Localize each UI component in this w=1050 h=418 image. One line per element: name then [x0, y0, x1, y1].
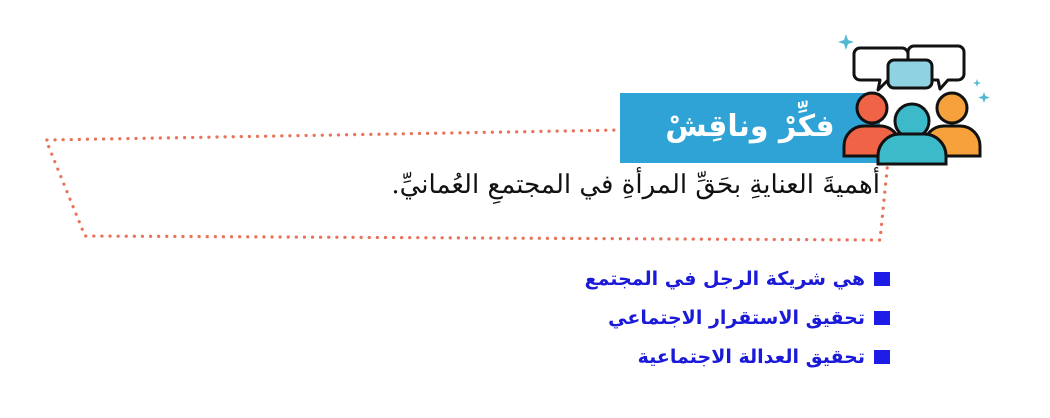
answers-list — [400, 264, 890, 381]
answer-text: تحقيق العدالة الاجتماعية — [637, 346, 865, 368]
banner-title: فكِّرْ وناقِشْ — [665, 109, 835, 144]
answer-text: هي شريكة الرجل في المجتمع — [584, 268, 865, 290]
people-discussion-icon — [836, 26, 1036, 166]
square-bullet-icon — [874, 311, 890, 325]
answer-text: تحقيق الاستقرار الاجتماعي — [608, 307, 865, 329]
list-item — [400, 342, 890, 372]
discussion-question: أهميةَ العنايةِ بحَقِّ المرأةِ في المجتمعِ العُمانيِّ. — [391, 170, 880, 200]
list-item — [400, 264, 890, 294]
square-bullet-icon — [874, 350, 890, 364]
square-bullet-icon — [874, 272, 890, 286]
list-item — [400, 303, 890, 333]
